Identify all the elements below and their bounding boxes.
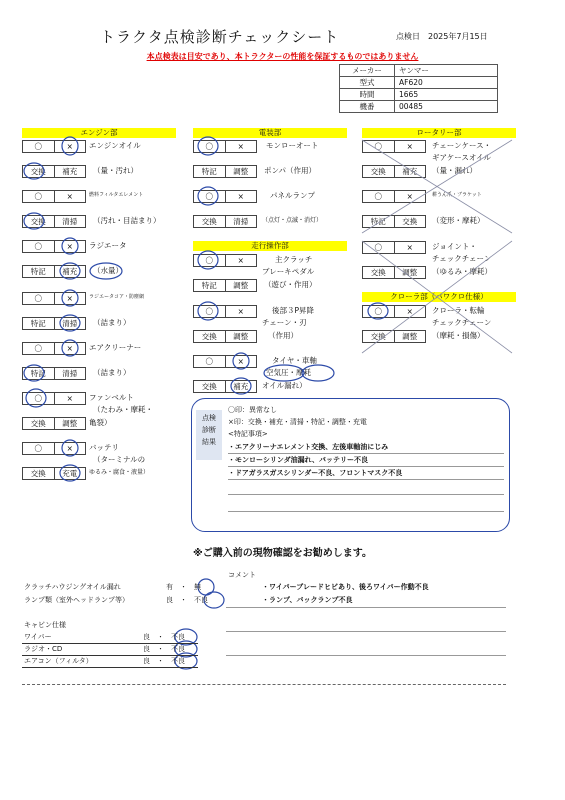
clutch-oil-label: クラッチハウジングオイル漏れ — [24, 583, 121, 591]
wiper-options[interactable]: 良 ・ 不良 — [143, 633, 185, 641]
ng-mark[interactable]: × — [54, 393, 86, 404]
dashed-divider — [22, 684, 506, 685]
mark-circle — [60, 263, 80, 279]
section-rotary: ロータリー部 — [362, 128, 516, 138]
mark-circle — [368, 303, 388, 319]
underline — [226, 655, 506, 656]
item-note: （量・漏れ） — [432, 166, 477, 175]
purchase-confirm-note: ※ご購入前の現物確認をお勧めします。 — [193, 548, 372, 559]
action-refill[interactable]: 補充 — [54, 266, 86, 277]
action-exchange[interactable]: 交換 — [370, 268, 386, 277]
info-value: AF620 — [395, 77, 498, 89]
aircon-label: エアコン（フィルタ） — [24, 657, 93, 665]
item-note: （点灯・点滅・消灯） — [262, 217, 323, 224]
underline — [226, 607, 506, 608]
item-label: タイヤ・車軸 — [272, 356, 317, 365]
ng-mark[interactable]: × — [54, 293, 86, 304]
item-note: （汚れ・目詰まり） — [93, 216, 161, 225]
action-exchange[interactable]: 交換 — [394, 216, 426, 227]
item-note: （詰まり） — [93, 368, 131, 377]
ok-mark[interactable]: 〇 — [374, 307, 382, 316]
item-label: ギアケースオイル — [432, 153, 492, 162]
action-special[interactable]: 特記 — [370, 217, 386, 226]
mark-circle — [24, 213, 44, 229]
special-note: ・モンローシリンダ油漏れ、バッテリー不良 — [228, 456, 368, 464]
action-exchange[interactable]: 交換 — [30, 419, 46, 428]
special-notes-heading: <特記事項> — [228, 430, 268, 438]
action-exchange[interactable]: 交換 — [201, 217, 217, 226]
result-label-line: 点検 — [202, 414, 216, 422]
action-clean[interactable]: 清掃 — [54, 216, 86, 227]
ng-mark[interactable]: × — [54, 443, 86, 454]
ng-mark[interactable]: × — [54, 191, 86, 202]
item-label: チェックチェーン — [432, 254, 492, 263]
action-refill[interactable]: 補充 — [225, 381, 257, 392]
mark-circle — [90, 263, 122, 279]
mark-circle — [233, 353, 249, 369]
underline — [228, 466, 504, 467]
item-label: チェーンケース・ — [432, 141, 492, 150]
ng-mark[interactable]: × — [54, 343, 86, 354]
info-key: メーカー — [340, 65, 395, 77]
ok-mark[interactable]: 〇 — [34, 192, 42, 201]
action-clean[interactable]: 清掃 — [54, 368, 86, 379]
section-engine: エンジン部 — [22, 128, 176, 138]
underline — [22, 667, 198, 668]
action-clean[interactable]: 清掃 — [54, 318, 86, 329]
section-drive: 走行操作部 — [193, 241, 347, 251]
action-adjust[interactable]: 調整 — [225, 331, 257, 342]
ok-mark[interactable]: 〇 — [205, 142, 213, 151]
mark-circle — [60, 315, 80, 331]
item-note: （ゆるみ・摩耗） — [432, 267, 492, 276]
section-electric: 電装部 — [193, 128, 347, 138]
action-special[interactable]: 特記 — [30, 319, 46, 328]
radio-options[interactable]: 良 ・ 不良 — [143, 645, 185, 653]
ok-mark[interactable]: 〇 — [205, 256, 213, 265]
legend-ok: 〇印：異常なし — [228, 406, 277, 414]
info-value: 1665 — [395, 89, 498, 101]
ng-mark[interactable]: × — [54, 141, 86, 152]
ng-mark[interactable]: × — [225, 356, 257, 367]
action-adjust[interactable]: 調整 — [225, 280, 257, 291]
lamp-label: ランプ類（室外ヘッドランプ等） — [24, 596, 129, 604]
wiper-label: ワイパー — [24, 633, 52, 641]
info-value: 00485 — [395, 101, 498, 113]
section-crawler: クローラ部（パワクロ仕様） — [362, 292, 516, 302]
action-exchange[interactable]: 交換 — [30, 217, 46, 226]
ok-mark[interactable]: 〇 — [34, 444, 42, 453]
ok-mark[interactable]: 〇 — [34, 142, 42, 151]
mark-circle — [62, 238, 78, 254]
ok-mark[interactable]: 〇 — [34, 344, 42, 353]
item-label: バッテリ — [89, 443, 119, 452]
aircon-options[interactable]: 良 ・ 不良 — [143, 657, 185, 665]
ng-mark[interactable]: × — [225, 191, 257, 202]
item-label: 燃料フィルタエレメント — [89, 192, 144, 198]
mark-circle — [62, 290, 78, 306]
item-label: クローラ・転輪 — [432, 306, 485, 315]
item-note: ゆるみ・腐食・液量） — [89, 469, 150, 476]
comment-line: ・ワイパーブレードヒビあり、後ろワイパー作動不良 — [262, 583, 429, 591]
info-key: 型式 — [340, 77, 395, 89]
item-note: オイル漏れ） — [262, 381, 307, 390]
underline — [226, 631, 506, 632]
ng-mark[interactable]: × — [394, 242, 426, 253]
comment-line: ・ランプ、バックランプ不良 — [262, 596, 353, 604]
ok-mark[interactable]: 〇 — [34, 394, 42, 403]
lamp-options[interactable]: 良 ・ 不良 — [166, 596, 208, 604]
mark-circle — [62, 440, 78, 456]
cabin-heading: キャビン仕様 — [24, 621, 66, 629]
action-refill[interactable]: 補充 — [54, 166, 86, 177]
item-label: ファンベルト — [89, 393, 134, 402]
item-note: （たわみ・摩耗・ — [93, 405, 153, 414]
item-note: 亀裂） — [89, 418, 112, 427]
item-label: チェックチェーン — [432, 318, 492, 327]
action-exchange[interactable]: 交換 — [30, 469, 46, 478]
ok-mark[interactable]: 〇 — [205, 357, 213, 366]
ok-mark[interactable]: 〇 — [374, 192, 382, 201]
underline — [228, 511, 504, 512]
item-note: （量・汚れ） — [93, 166, 138, 175]
ok-mark[interactable]: 〇 — [34, 294, 42, 303]
clutch-oil-options[interactable]: 有 ・ 無 — [166, 583, 201, 591]
comment-label: コメント — [228, 571, 256, 579]
ng-mark[interactable]: × — [225, 255, 257, 266]
mark-circle — [231, 378, 251, 394]
action-exchange[interactable]: 交換 — [30, 167, 46, 176]
action-exchange[interactable]: 交換 — [201, 382, 217, 391]
info-value: ヤンマー — [395, 65, 498, 77]
item-label: チェーン・刃 — [262, 318, 307, 327]
action-adjust[interactable]: 調整 — [394, 331, 426, 342]
mark-circle — [198, 187, 218, 205]
item-note: （水量） — [93, 266, 123, 275]
underline — [228, 494, 504, 495]
action-charge[interactable]: 充電 — [54, 468, 86, 479]
ng-mark[interactable]: × — [225, 306, 257, 317]
mark-circle — [24, 365, 44, 381]
special-note: ・ドアガラスガスシリンダー不良、フロントマスク不良 — [228, 469, 403, 477]
ok-mark[interactable]: 〇 — [205, 192, 213, 201]
item-label: モンローオート — [266, 141, 319, 150]
item-label: 後部３P昇降 — [272, 306, 315, 315]
ok-mark[interactable]: 〇 — [34, 242, 42, 251]
mark-circle — [198, 137, 218, 155]
mark-circle — [264, 365, 304, 381]
item-label: ラジエータ — [89, 241, 127, 250]
item-label: ジョイント・ — [432, 242, 477, 251]
item-note: （作用） — [268, 331, 298, 340]
mark-circle — [60, 465, 80, 481]
ng-mark[interactable]: × — [225, 141, 257, 152]
mark-circle — [302, 365, 334, 381]
item-note: （変形・摩耗） — [432, 216, 485, 225]
ng-mark[interactable]: × — [394, 306, 426, 317]
item-note: ポンパ（作用） — [264, 166, 316, 175]
result-label-line: 診断 — [202, 426, 216, 434]
mark-circle — [24, 163, 44, 179]
ok-mark[interactable]: 〇 — [205, 307, 213, 316]
inspection-date: 点検日 2025年7月15日 — [396, 32, 488, 41]
page-title: トラクタ点検診断チェックシート — [100, 28, 340, 46]
item-label: パネルランプ — [270, 191, 315, 200]
info-key: 機番 — [340, 101, 395, 113]
mark-circle — [62, 137, 78, 155]
action-refill[interactable]: 補充 — [394, 166, 426, 177]
action-adjust[interactable]: 調整 — [54, 418, 86, 429]
radio-label: ラジオ・CD — [24, 645, 63, 653]
mark-circle — [198, 251, 218, 269]
action-exchange[interactable]: 交換 — [201, 332, 217, 341]
mark-circle — [198, 302, 218, 320]
result-label-line: 結果 — [202, 438, 216, 446]
ok-mark[interactable]: 〇 — [374, 243, 382, 252]
ng-mark[interactable]: × — [394, 141, 426, 152]
action-clean[interactable]: 清掃 — [225, 216, 257, 227]
special-note: ・エアクリーナエレメント交換、左後車軸油にじみ — [228, 443, 389, 451]
action-special[interactable]: 特記 — [201, 281, 217, 290]
action-exchange[interactable]: 交換 — [370, 332, 386, 341]
disclaimer-notice: 本点検表は目安であり、本トラクターの性能を保証するものではありません — [146, 52, 419, 61]
ng-mark[interactable]: × — [54, 241, 86, 252]
item-note: （摩耗・損傷） — [432, 331, 485, 340]
item-label: ブレーキペダル — [262, 267, 315, 276]
mark-circle — [62, 340, 78, 356]
item-label: 耕うん爪・ブラケット — [432, 192, 482, 198]
ng-mark[interactable]: × — [394, 191, 426, 202]
item-label: ラジエータコア・防塵網 — [89, 294, 145, 300]
item-note: （詰まり） — [93, 318, 131, 327]
action-special[interactable]: 特記 — [201, 167, 217, 176]
action-adjust[interactable]: 調整 — [394, 267, 426, 278]
action-exchange[interactable]: 交換 — [370, 167, 386, 176]
action-special[interactable]: 特記 — [30, 369, 46, 378]
underline — [228, 453, 504, 454]
item-label: エアクリーナー — [89, 343, 142, 352]
legend-ng: ×印：交換・補充・清掃・特記・調整・充電 — [228, 418, 367, 426]
item-note: （遊び・作用） — [264, 280, 317, 289]
result-label — [196, 410, 222, 460]
action-special[interactable]: 特記 — [30, 267, 46, 276]
action-adjust[interactable]: 調整 — [225, 166, 257, 177]
item-note: （ターミナルの — [93, 455, 146, 464]
item-label: 主クラッチ — [275, 255, 313, 264]
item-note: 空気圧・摩耗 — [266, 368, 311, 377]
underline — [228, 479, 504, 480]
item-label: エンジンオイル — [89, 141, 141, 150]
mark-circle — [26, 389, 46, 407]
info-key: 時間 — [340, 89, 395, 101]
ok-mark[interactable]: 〇 — [374, 142, 382, 151]
